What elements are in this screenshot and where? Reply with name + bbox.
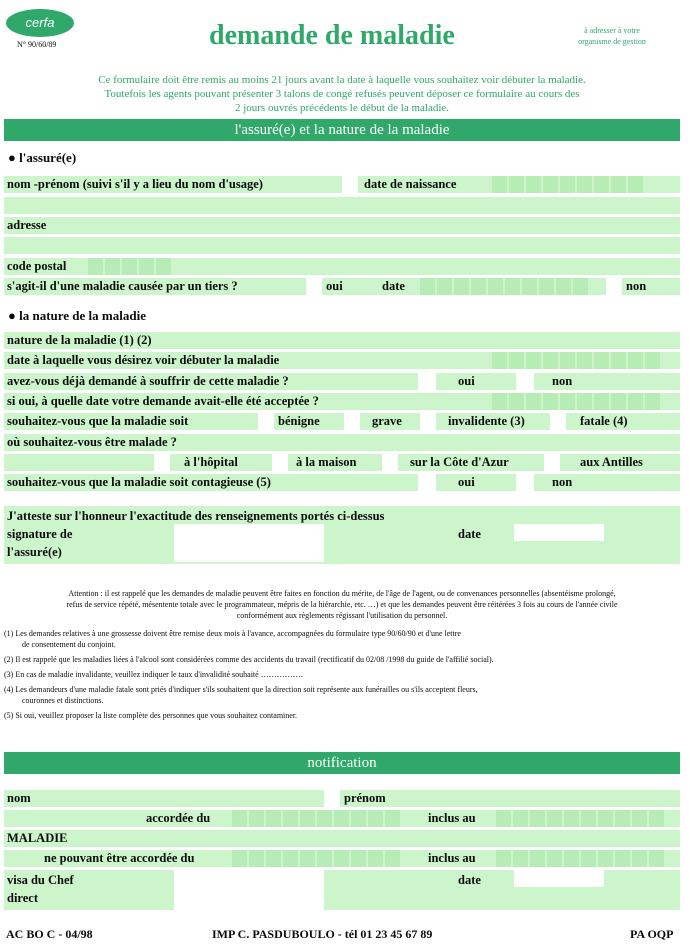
start-date-label: date à laquelle vous désirez voir débuter la maladie [7, 353, 280, 367]
antilles-label: aux Antilles [580, 455, 643, 469]
nature-label: nature de la maladie (1) (2) [7, 333, 152, 347]
already-oui-box[interactable] [418, 373, 436, 390]
maladie-label: MALADIE [7, 831, 68, 845]
tiers-date-cells[interactable] [420, 278, 588, 295]
tiers-oui-box[interactable] [306, 278, 322, 295]
benigne-label: bénigne [278, 414, 320, 428]
footnote-2: (2) Il est rappelé que les maladies liées à l'alcool sont considérées comme des accidents du travail (rectificatif du 02/08 /1998 du guide de l'affilié social). [4, 655, 494, 664]
section-band-insured: l'assuré(e) et la nature de la maladie [4, 119, 680, 141]
signature-field[interactable] [174, 524, 324, 562]
visa-label-2: direct [7, 891, 39, 905]
where-row[interactable] [4, 434, 680, 451]
footnote-4a: (4) Les demandeurs d'une maladie fatale sont priés d'indiquer s'ils souhaitent que la direction soit représente aux funérailles ou s'ils acceptent fleurs, [4, 685, 478, 694]
attestation-block [4, 506, 680, 564]
already-non-box[interactable] [516, 373, 534, 390]
cote-label: sur la Côte d'Azur [410, 455, 509, 469]
tiers-row[interactable] [4, 278, 680, 295]
invalidente-box[interactable] [420, 413, 436, 430]
address-row[interactable] [4, 217, 680, 234]
address-label: adresse [7, 218, 47, 232]
subheading-insured: ● l'assuré(e) [8, 150, 77, 165]
intro-text [4, 73, 680, 115]
inclus-label: inclus au [428, 811, 476, 825]
refus-date-cells[interactable] [232, 850, 400, 867]
contagious-row[interactable] [4, 474, 680, 491]
inclus-label-2: inclus au [428, 851, 476, 865]
start-date-cells[interactable] [492, 352, 660, 369]
address-note [568, 25, 656, 47]
grave-box[interactable] [344, 413, 360, 430]
attestation-text: J'atteste sur l'honneur l'exactitude des renseignements portés ci-dessus [7, 509, 385, 523]
tiers-oui-label: oui [326, 279, 343, 293]
tiers-date-label: date [382, 279, 405, 293]
nature-row[interactable] [4, 332, 680, 349]
form-number: N° 90/60/89 [17, 40, 57, 49]
contagious-non-label: non [552, 475, 573, 489]
already-oui-label: oui [458, 374, 475, 388]
intro-line3: 2 jours ouvrés précédents le début de la maladie. [234, 102, 450, 114]
page-title: demande de maladie [209, 20, 455, 51]
signature-label-2: l'assuré(e) [7, 545, 62, 559]
postal-label: code postal [7, 259, 67, 273]
tiers-label: s'agit-il d'une maladie causée par un tiers ? [7, 279, 238, 293]
address-line1: à adresser à votre [584, 26, 640, 35]
tiers-non-box[interactable] [606, 278, 622, 295]
fatale-label: fatale (4) [580, 414, 628, 428]
name-continuation-row[interactable] [4, 197, 680, 214]
si-oui-row[interactable] [4, 393, 680, 410]
footer-left: AC BO C - 04/98 [6, 927, 93, 941]
footnote-3: (3) En cas de maladie invalidante, veuillez indiquer le taux d'invalidité souhaité ……………. [4, 670, 303, 679]
footer-right: PA OQP [630, 927, 674, 941]
birthdate-label: date de naissance [364, 177, 457, 191]
hopital-label: à l'hôpital [184, 455, 238, 469]
contagious-non-box[interactable] [516, 474, 534, 491]
si-oui-date-cells[interactable] [492, 393, 660, 410]
name-row[interactable] [4, 176, 680, 193]
address-continuation-row[interactable] [4, 237, 680, 254]
subheading-nature: ● la nature de la maladie [8, 308, 146, 323]
accordee-date-cells[interactable] [232, 810, 400, 827]
fatale-box[interactable] [550, 413, 566, 430]
attention-line3: conformément aux règlements régissant l'utilisation du personnel. [236, 611, 448, 620]
start-date-row[interactable] [4, 352, 680, 369]
maison-box[interactable] [272, 454, 288, 471]
contagious-oui-label: oui [458, 475, 475, 489]
footnote-5: (5) Si oui, veuillez proposer la liste complète des personnes que vous souhaitez contaminer. [4, 711, 298, 720]
contagious-label: souhaitez-vous que la maladie soit contagieuse (5) [7, 475, 271, 489]
name-label: nom -prénom (suivi s'il y a lieu du nom d'usage) [7, 177, 263, 191]
attention-line2: refus de service répété, mésentente totale avec le programmateur, mépris de la hiérarchie, etc. …) et que les demandes peuvent être réitérées 3 fois au cours de l'année civile [66, 600, 618, 609]
intro-line1: Ce formulaire doit être remis au moins 21 jours avant la date à laquelle vous souhaitez voir débuter la maladie. [98, 74, 586, 86]
notif-accordee-row[interactable] [4, 810, 680, 827]
footnote-4b: couronnes et distinctions. [22, 696, 104, 705]
maison-label: à la maison [296, 455, 357, 469]
attest-date-label: date [458, 527, 481, 541]
accordee-label: accordée du [146, 811, 211, 825]
inclus-date-cells[interactable] [496, 810, 664, 827]
notif-prenom-label: prénom [344, 791, 386, 805]
notif-name-row[interactable] [4, 790, 680, 807]
footnote-1b: de consentement du conjoint. [22, 640, 116, 649]
signature-label-1: signature de [7, 527, 73, 541]
visa-label-1: visa du Chef [7, 873, 74, 887]
cerfa-logo: cerfa [6, 9, 74, 37]
benigne-box[interactable] [258, 413, 274, 430]
footer-center: IMP C. PASDUBOULO - tél 01 23 45 67 89 [212, 927, 433, 941]
visa-date-field[interactable] [514, 870, 604, 887]
where-label: où souhaitez-vous être malade ? [7, 435, 177, 449]
grave-label: grave [372, 414, 402, 428]
already-label: avez-vous déjà demandé à souffrir de cette maladie ? [7, 374, 289, 388]
contagious-oui-box[interactable] [418, 474, 436, 491]
postal-cells[interactable] [88, 258, 171, 275]
visa-field[interactable] [174, 870, 324, 910]
notif-refus-row[interactable] [4, 850, 680, 867]
footnote-1a: (1) Les demandes relatives à une grossesse doivent être remise deux mois à l'avance, accompagnées du formulaire type 90/60/90 et d'une lettre [4, 629, 461, 638]
notif-maladie-row [4, 830, 680, 847]
inclus-date-cells-2[interactable] [496, 850, 664, 867]
antilles-box[interactable] [544, 454, 560, 471]
intro-line2: Toutefois les agents pouvant présenter 3 talons de congé refusés peuvent déposer ce formulaire au cours des [104, 88, 580, 100]
already-row[interactable] [4, 373, 680, 390]
cote-box[interactable] [382, 454, 398, 471]
attention-line1: Attention : il est rappelé que les demandes de maladie peuvent être faites en fonction du mérite, de l'âge de l'agent, ou de convenances personnelles (absentéisme prolongé, [68, 589, 616, 598]
visa-date-label: date [458, 873, 481, 887]
address-line2: organisme de gestion [578, 37, 646, 46]
already-non-label: non [552, 374, 573, 388]
notif-nom-label: nom [7, 791, 31, 805]
footnotes [4, 628, 680, 721]
ne-pouvant-label: ne pouvant être accordée du [44, 851, 195, 865]
attention-note [4, 588, 680, 621]
severity-row[interactable] [4, 413, 680, 430]
hopital-box[interactable] [154, 454, 170, 471]
invalidente-label: invalidente (3) [448, 414, 525, 428]
postal-row[interactable] [4, 258, 680, 275]
visa-block [4, 870, 680, 910]
severity-label: souhaitez-vous que la maladie soit [7, 414, 189, 428]
where-options-row[interactable] [4, 454, 680, 471]
si-oui-label: si oui, à quelle date votre demande avait-elle été acceptée ? [7, 394, 319, 408]
attest-date-field[interactable] [514, 524, 604, 541]
birthdate-cells[interactable] [492, 176, 643, 193]
section-band-notification: notification [4, 752, 680, 774]
tiers-non-label: non [626, 279, 647, 293]
